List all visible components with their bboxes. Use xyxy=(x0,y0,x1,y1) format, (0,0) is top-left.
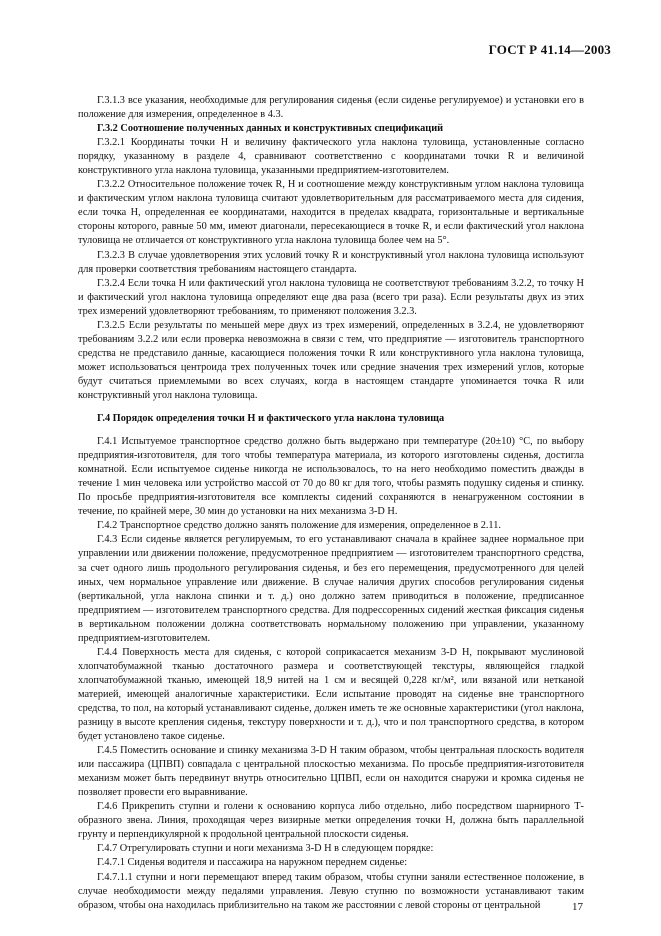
paragraph-g3-2-5: Г.3.2.5 Если результаты по меньшей мере двух из трех измерений, определенных в 3.2.4, не удовлетворяют требованиям 3.2.2 или если проверка невозможна в связи с тем, что предприятие — изготовитель транспортного средства не представило данные, касающиеся положения точки R или конструктивного угла наклона туловища, может использоваться центроида трех полученных точек или средние значения трех измерений углов, которые будут считаться приемлемыми во всех случаях, когда в настоящем стандарте упоминается точка R или конструктивный угол наклона туловища. xyxy=(78,319,584,401)
paragraph-g3-2-4: Г.3.2.4 Если точка H или фактический угол наклона туловища не соответствуют требованиям 3.2.2, то точку H и фактический угол наклона туловища определяют еще два раза (всего три раза). Если результаты двух из этих трех измерений удовлетворяют требованиям, то применяют положения 3.2.3. xyxy=(78,277,584,317)
paragraph-g3-2-1: Г.3.2.1 Координаты точки H и величину фактического угла наклона туловища, установленные согласно порядку, указанному в разделе 4, сравнивают соответственно с координатами точки R и величиной конструктивного угла наклона туловища, указанными предприятием-изготовителем. xyxy=(78,137,584,177)
paragraph-g3-1-3: Г.3.1.3 все указания, необходимые для регулирования сиденья (если сиденье регулируемое) и установки его в положение для измерения, определенное в 4.3. xyxy=(78,95,584,121)
paragraph-g4-4: Г.4.4 Поверхность места для сиденья, с которой соприкасается механизм 3-D H, покрывают муслиновой хлопчатобумажной тканью достаточного размера и соответствующей текстуры, являющейся гладкой хлопчатобумажной тканью, имеющей 18,9 нитей на 1 см и весящей 0,228 кг/м², или вязаной или нетканой материей, имеющей аналогичные характеристики. Если испытание проводят на сиденье вне транспортного средства, то пол, на который устанавливают сиденье, должен иметь те же основные характеристики (угол наклона, разницу в высоте крепления сиденья, текстуру поверхности и т. д.), что и пол транспортного средства, в котором будет установлено такое сиденье. xyxy=(78,646,584,743)
subsection-heading-g3-2: Г.3.2 Соотношение полученных данных и конструктивных спецификаций xyxy=(97,123,444,135)
paragraph-g4-3: Г.4.3 Если сиденье является регулируемым, то его устанавливают сначала в крайнее заднее нормальное при управлении или движении положение, предусмотренное предприятием — изготовителем транспортного средства, за счет одного лишь продольного регулирования сиденья, и без его перемещения, предусмотренного для целей иных, чем нормальное управление или движение. В случае наличия других способов регулирования сиденья (вертикальной, угла наклона спинки и т. д.) оно должно затем приводиться в положение, предписанное предприятием — изготовителем транспортного средства. Для подрессоренных сидений жесткая фиксация сиденья в вертикальном положении должна соответствовать нормальному положению при управлении, указанному предприятием-изготовителем. xyxy=(78,534,584,644)
paragraph-g4-7: Г.4.7 Отрегулировать ступни и ноги механизма 3-D H в следующем порядке: xyxy=(97,843,434,855)
document-header: ГОСТ Р 41.14—2003 xyxy=(488,42,611,57)
page-number: 17 xyxy=(572,901,583,913)
paragraph-g3-2-3: Г.3.2.3 В случае удовлетворения этих условий точку R и конструктивный угол наклона туловища используют для проверки соответствия требованиям настоящего стандарта. xyxy=(78,249,584,275)
section-heading-g4: Г.4 Порядок определения точки H и фактического угла наклона туловища xyxy=(97,413,445,425)
document-body xyxy=(78,94,584,913)
paragraph-g4-2: Г.4.2 Транспортное средство должно занять положение для измерения, определенное в 2.11. xyxy=(97,520,501,532)
paragraph-g4-1: Г.4.1 Испытуемое транспортное средство должно быть выдержано при температуре (20±10) °С, по выбору предприятия-изготовителя, для того чтобы температура материала, из которого изготовлены сиденья, достигла комнатной. Если испытуемое сиденье никогда не использовалось, то на него необходимо поместить дважды в течение 1 мин человека или устройство массой от 70 до 80 кг для того, чтобы размять подушку сиденья и спинку. По просьбе предприятия-изготовителя все комплекты сидений сохраняются в ненагруженном состоянии в течение, по крайней мере, 30 мин до установки на них механизма 3-D H. xyxy=(78,436,584,518)
paragraph-g4-7-1: Г.4.7.1 Сиденья водителя и пассажира на наружном переднем сиденье: xyxy=(97,857,408,869)
paragraph-g4-7-1-1: Г.4.7.1.1 ступни и ноги перемещают вперед таким образом, чтобы ступни заняли естественное положение, в случае необходимости между педалями управления. Левую ступню по возможности устанавливают таким образом, чтобы она находилась приблизительно на таком же расстоянии с левой стороны от центральной xyxy=(78,871,584,911)
paragraph-g3-2-2: Г.3.2.2 Относительное положение точек R, H и соотношение между конструктивным углом наклона туловища и фактическим углом наклона туловища считают удовлетворительным для рассматриваемого места для сидения, если точка H, определенная ее координатами, находится в пределах квадрата, горизонтальные и вертикальные стороны которого, равные 50 мм, имеют диагонали, пересекающиеся в точке R, и если фактический угол наклона туловища не отличается от конструктивного угла наклона туловища более чем на 5°. xyxy=(78,179,584,247)
paragraph-g4-5: Г.4.5 Поместить основание и спинку механизма 3-D H таким образом, чтобы центральная плоскость водителя или пассажира (ЦПВП) совпадала с центральной плоскостью механизма. По просьбе предприятия-изготовителя механизм может быть передвинут внутрь относительно ЦПВП, если он находится снаружи и кромка сиденья не позволяет провести его выравнивание. xyxy=(78,745,584,799)
paragraph-g4-6: Г.4.6 Прикрепить ступни и голени к основанию корпуса либо отдельно, либо посредством шарнирного Т-образного звена. Линия, проходящая через визирные метки определения точки H, должна быть параллельной грунту и перпендикулярной к продольной центральной плоскости сиденья. xyxy=(78,801,584,841)
